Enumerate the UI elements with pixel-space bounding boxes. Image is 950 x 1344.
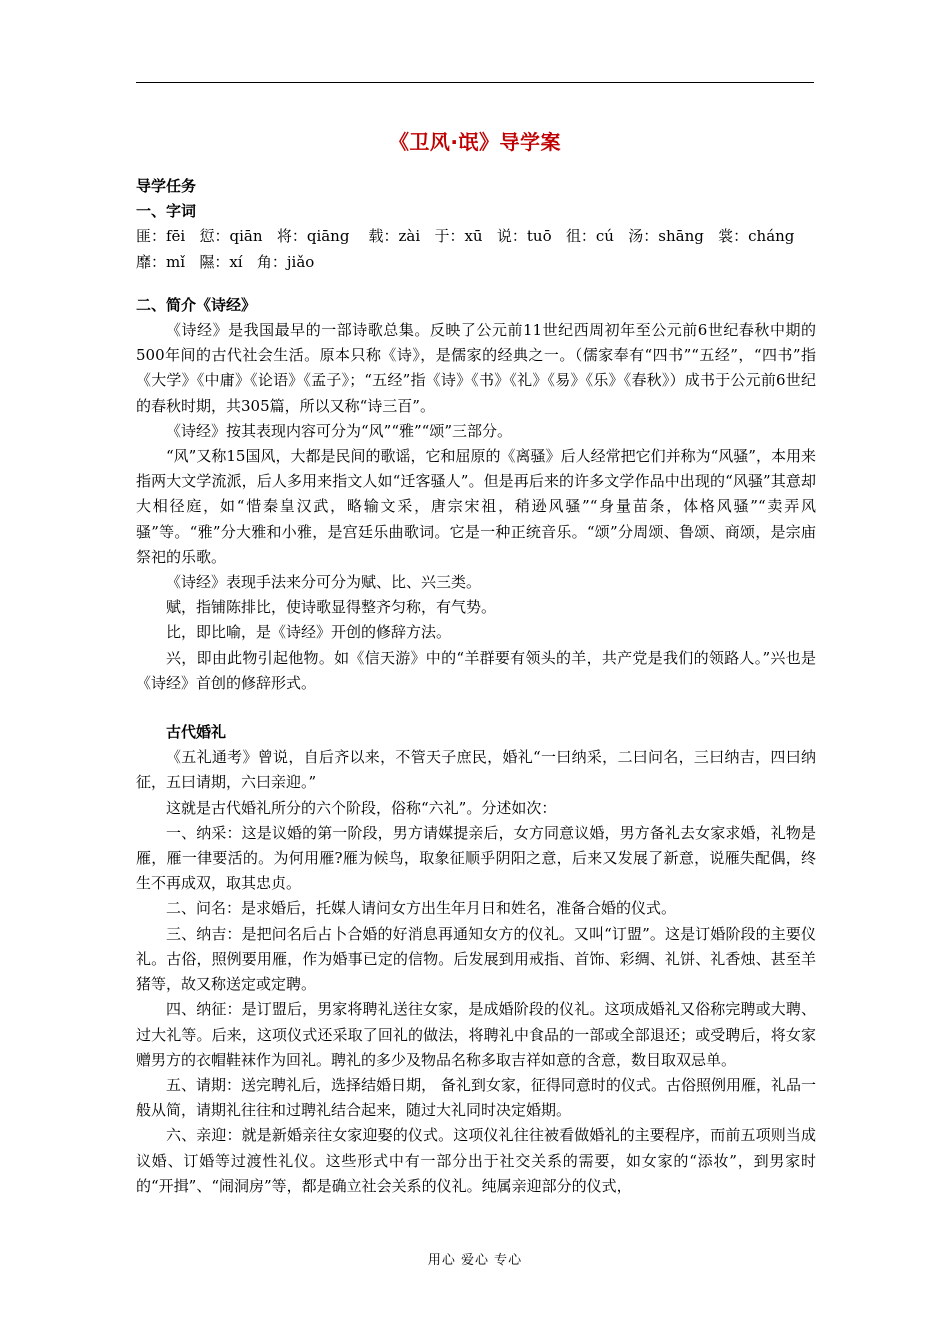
- shijing-paragraph: 兴，即由此物引起他物。如《信天游》中的“羊群要有领头的羊，共产党是我们的领路人。”兴也是《诗经》首创的修辞形式。: [136, 648, 816, 692]
- section2-heading: 二、简介《诗经》: [136, 295, 257, 314]
- wedding-paragraph: 四、纳征：是订盟后，男家将聘礼送往女家，是成婚阶段的仪礼。这项成婚礼又俗称完聘或大聘、过大礼等。后来，这项仪式还采取了回礼的做法，将聘礼中食品的一部或全部退还；或受聘后，将女家赠男方的衣帽鞋袜作为回礼。聘礼的多少及物品名称多取吉祥如意的含意，数目取双忌单。: [136, 1000, 816, 1069]
- wedding-heading: 古代婚礼: [166, 723, 227, 742]
- wedding-paragraph: 六、亲迎：就是新婚亲往女家迎娶的仪式。这项仪礼往往被看做婚礼的主要程序，而前五项则当成议婚、订婚等过渡性礼仪。这些形式中有一部分出于社交关系的需要，如女家的“添妆”，到男家时的“开揖”、“闹洞房”等，都是确立社会关系的仪礼。纯属亲迎部分的仪式，: [136, 1126, 816, 1195]
- wedding-paragraph: 二、问名：是求婚后，托媒人请问女方出生年月日和姓名，准备合婚的仪式。: [166, 899, 677, 918]
- section-main-heading: 导学任务: [136, 177, 197, 195]
- shijing-paragraph: 《诗经》是我国最早的一部诗歌总集。反映了公元前11世纪西周初年至公元前6世纪春秋中期的500年间的古代社会生活。原本只称《诗》，是儒家的经典之一。（儒家奉有“四书”“五经”，“四书”指《大学》《中庸》《论语》《孟子》；“五经”指《诗》《书》《礼》《易》《乐》《春秋》）成书于公元前6世纪的春秋时期，共305篇，所以又称“诗三百”。: [136, 321, 816, 415]
- document-body: [136, 174, 816, 1199]
- wedding-paragraph: 这就是古代婚礼所分的六个阶段，俗称“六礼”。分述如次：: [166, 798, 557, 817]
- shijing-paragraph: “风”又称15国风，大都是民间的歌谣，它和屈原的《离骚》后人经常把它们并称为“风骚”，本用来指两大文学流派，后人多用来指文人如“迁客骚人”。但是再后来的许多文学作品中出现的“风骚”其意却大相径庭，如“惜秦皇汉武，略输文采，唐宗宋祖，稍逊风骚”“身量苗条，体格风骚”“卖弄风骚”等。“雅”分大雅和小雅，是宫廷乐曲歌词。它是一种正统音乐。“颂”分周颂、鲁颂、商颂，是宗庙祭祀的乐歌。: [136, 447, 816, 566]
- page-footer: 用心 爱心 专心: [427, 1253, 523, 1268]
- header-rule: [136, 82, 814, 83]
- document-title: 《卫风·氓》导学案: [388, 130, 562, 154]
- wedding-paragraph: 一、纳采：这是议婚的第一阶段，男方请媒提亲后，女方同意议婚，男方备礼去女家求婚，礼物是雁，雁一律要活的。为何用雁?雁为候鸟，取象征顺乎阴阳之意，后来又发展了新意，说雁失配偶，终生不再成双，取其忠贞。: [136, 823, 816, 893]
- wedding-paragraph: 五、请期：送完聘礼后，选择结婚日期， 备礼到女家，征得同意时的仪式。古俗照例用雁，礼品一般从简，请期礼往往和过聘礼结合起来，随过大礼同时决定婚期。: [136, 1075, 816, 1120]
- shijing-paragraph: 《诗经》表现手法来分可分为赋、比、兴三类。: [166, 573, 482, 592]
- shijing-paragraph: 《诗经》按其表现内容可分为“风”“雅”“颂”三部分。: [166, 421, 513, 440]
- section1-heading: 一、字词: [136, 202, 197, 221]
- wedding-paragraph: 《五礼通考》曾说，自后齐以来，不管天子庶民，婚礼“一曰纳采，二曰问名，三曰纳吉，四曰纳征，五曰请期，六曰亲迎。”: [136, 748, 816, 792]
- shijing-paragraph: 比，即比喻，是《诗经》开创的修辞方法。: [166, 623, 452, 642]
- vocab-line-2: 靡：mǐ 隰：xí 角：jiǎo: [136, 252, 315, 271]
- wedding-paragraph: 三、纳吉：是把问名后占卜合婚的好消息再通知女方的仪礼。又叫“订盟”。这是订婚阶段的主要仪礼。古俗，照例要用雁，作为婚事已定的信物。后发展到用戒指、首饰、彩绸、礼饼、礼香烛、甚至羊猪等，故又称送定或定聘。: [136, 924, 816, 994]
- vocab-line-1: 匪：fēi 愆：qiān 将：qiāng 载：zài 于：xū 说：tuō 徂：cú 汤：shāng 裳：cháng: [136, 227, 795, 246]
- shijing-paragraph: 赋，指铺陈排比，使诗歌显得整齐匀称，有气势。: [166, 598, 497, 617]
